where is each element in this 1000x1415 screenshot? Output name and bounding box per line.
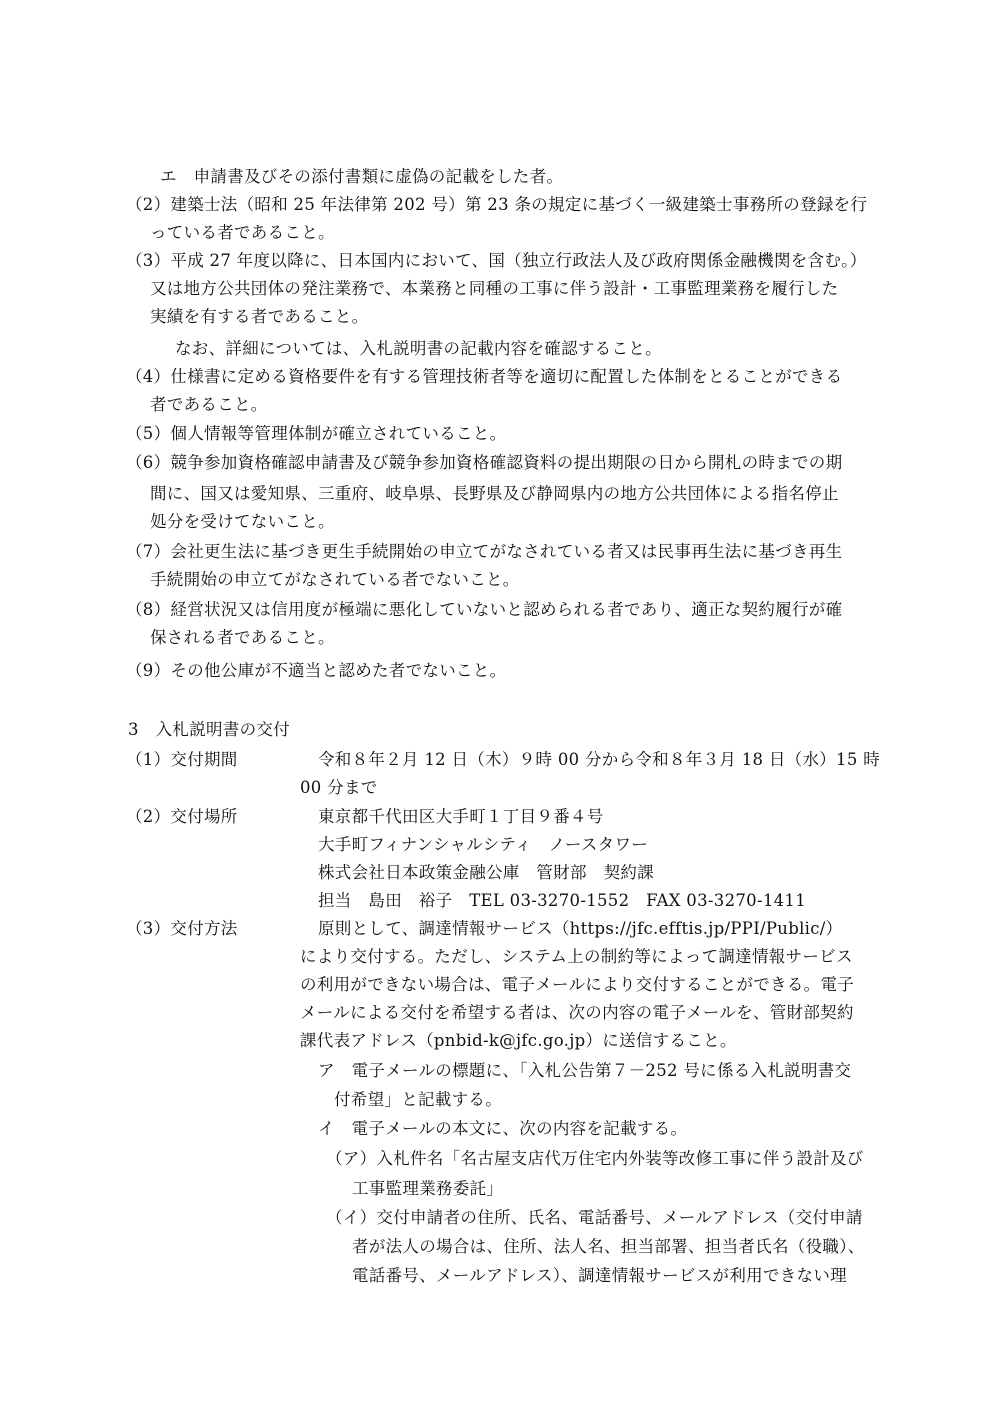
item-6-line-2: 間に、国又は愛知県、三重府、岐阜県、長野県及び静岡県内の地方公共団体による指名停止	[150, 484, 839, 503]
item-e-text: エ 申請書及びその添付書類に虚偽の記載をした者。	[160, 167, 564, 186]
item-8-line-2: 保される者であること。	[150, 628, 335, 647]
sub-item-i-a-line-1: （ア）入札件名「名古屋支店代万住宅内外装等改修工事に伴う設計及び	[326, 1149, 864, 1168]
delivery-place-line-2: 大手町フィナンシャルシティ ノースタワー	[318, 835, 649, 854]
item-3-line-2: 又は地方公共団体の発注業務で、本業務と同種の工事に伴う設計・工事監理業務を履行した	[150, 279, 839, 298]
sub-item-i-i-line-3: 電話番号、メールアドレス）、調達情報サービスが利用できない理	[352, 1266, 847, 1285]
item-5-text: （5）個人情報等管理体制が確立されていること。	[126, 424, 507, 443]
delivery-method-line-1: 原則として、調達情報サービス（https://jfc.efftis.jp/PPI/Public/）	[318, 919, 843, 938]
item-7-line-2: 手続開始の申立てがなされている者でないこと。	[150, 570, 520, 589]
sub-item-i-i-line-2: 者が法人の場合は、住所、法人名、担当部署、担当者氏名（役職）、	[352, 1237, 865, 1256]
item-3-line-3: 実績を有する者であること。	[150, 307, 369, 326]
delivery-method-line-2: により交付する。ただし、システム上の制約等によって調達情報サービス	[300, 947, 853, 966]
item-3-line-1: （3）平成 27 年度以降に、日本国内において、国（独立行政法人及び政府関係金融機関を含む。）	[126, 251, 867, 270]
delivery-method-line-5: 課代表アドレス（pnbid-k@jfc.go.jp）に送信すること。	[300, 1031, 737, 1050]
item-9-text: （9）その他公庫が不適当と認めた者でないこと。	[126, 661, 507, 680]
item-7-line-1: （7）会社更生法に基づき更生手続開始の申立てがなされている者又は民事再生法に基づき再生	[126, 542, 843, 561]
delivery-place-label: （2）交付場所	[126, 807, 238, 826]
sub-item-i-i-line-1: （イ）交付申請者の住所、氏名、電話番号、メールアドレス（交付申請	[326, 1208, 863, 1227]
item-4-line-1: （4）仕様書に定める資格要件を有する管理技術者等を適切に配置した体制をとることができる	[126, 367, 843, 386]
delivery-method-label: （3）交付方法	[126, 919, 238, 938]
item-8-line-1: （8）経営状況又は信用度が極端に悪化していないと認められる者であり、適正な契約履行が確	[126, 600, 843, 619]
sub-item-a-line-2: 付希望」と記載する。	[334, 1090, 502, 1109]
sub-item-a-line-1: ア 電子メールの標題に、「入札公告第７－252 号に係る入札説明書交	[318, 1061, 852, 1080]
sub-item-i-a-line-2: 工事監理業務委託」	[352, 1179, 504, 1198]
sub-item-i-line-1: イ 電子メールの本文に、次の内容を記載する。	[318, 1119, 688, 1138]
section-3-heading: 3 入札説明書の交付	[128, 720, 290, 739]
item-2-line-2: っている者であること。	[150, 223, 335, 242]
delivery-method-line-3: の利用ができない場合は、電子メールにより交付することができる。電子	[300, 975, 855, 994]
item-6-line-1: （6）競争参加資格確認申請書及び競争参加資格確認資料の提出期限の日から開札の時までの期	[126, 453, 843, 472]
delivery-place-line-3: 株式会社日本政策金融公庫 管財部 契約課	[318, 863, 654, 882]
delivery-period-line-1: 令和８年２月 12 日（木）９時 00 分から令和８年３月 18 日（水）15 時	[318, 750, 880, 769]
delivery-period-line-2: 00 分まで	[300, 778, 378, 797]
item-6-line-3: 処分を受けてないこと。	[150, 512, 335, 531]
delivery-place-line-1: 東京都千代田区大手町１丁目９番４号	[318, 807, 604, 826]
item-3-note: なお、詳細については、入札説明書の記載内容を確認すること。	[175, 339, 662, 358]
item-2-line-1: （2）建築士法（昭和 25 年法律第 202 号）第 23 条の規定に基づく一級建築士事務所の登録を行	[126, 195, 868, 214]
delivery-period-label: （1）交付期間	[126, 750, 238, 769]
delivery-place-contact: 担当 島田 裕子 TEL 03-3270-1552 FAX 03-3270-1411	[318, 891, 807, 910]
delivery-method-line-4: メールによる交付を希望する者は、次の内容の電子メールを、管財部契約	[300, 1003, 854, 1022]
item-4-line-2: 者であること。	[150, 395, 268, 414]
